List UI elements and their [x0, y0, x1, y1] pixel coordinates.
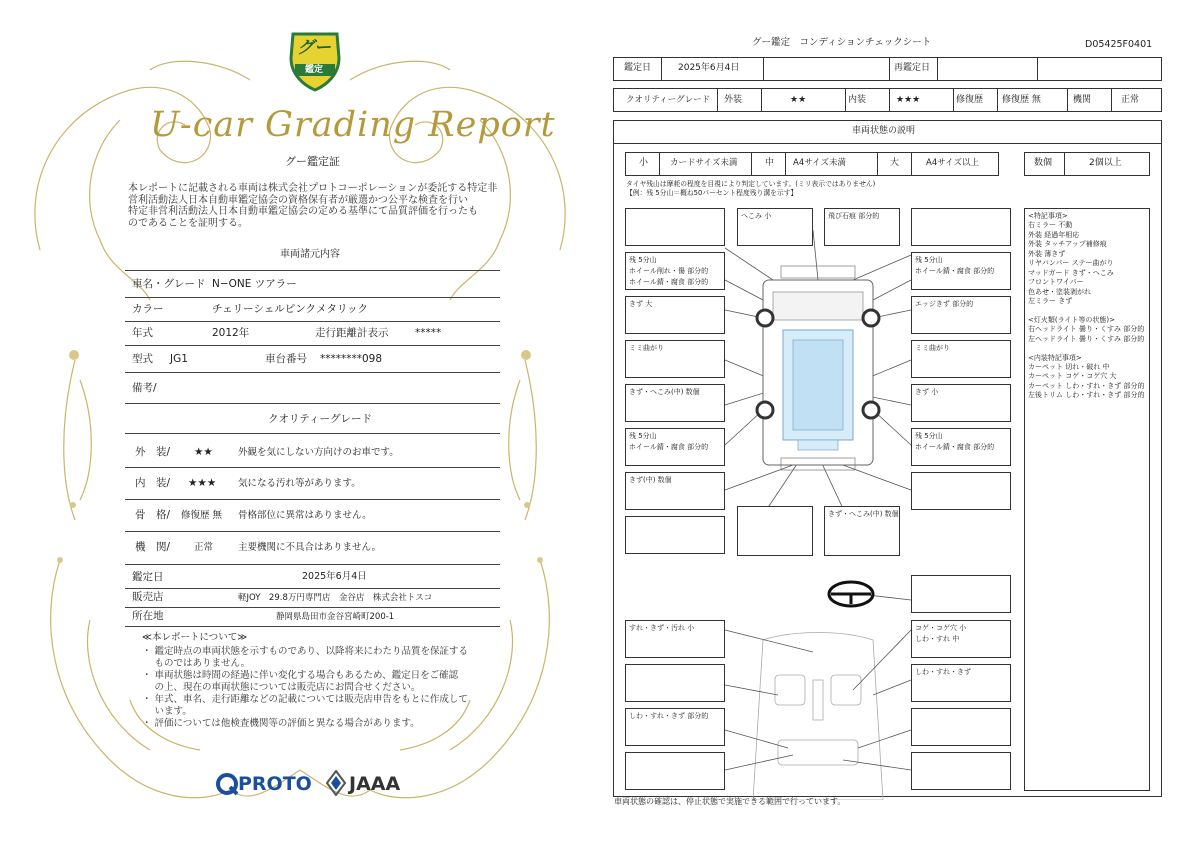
size-large-desc: A4サイズ以上: [926, 158, 980, 168]
box-interior-right-4: [911, 752, 1011, 790]
repair-label: 修復歴: [956, 95, 984, 105]
interior-desc: 気になる汚れ等があります。: [238, 478, 361, 489]
box-right-edge-scratch: [911, 296, 1011, 334]
date-value: 2025年6月4日: [678, 63, 740, 73]
jaaa-logo-text: JAAA: [349, 773, 401, 795]
size-mid-desc: A4サイズ未満: [793, 158, 847, 168]
box-text: ホイール錆・腐食 部分的: [915, 443, 995, 451]
size-small: 小: [639, 158, 649, 168]
frame-label: 骨 格/: [135, 509, 171, 521]
note-line: 右ヘッドライト 曇り・くすみ 部分的: [1028, 325, 1145, 334]
box-text: しわ・すれ 中: [915, 635, 960, 643]
goo-badge-logo: [287, 30, 343, 92]
note-line: <内装特記事項>: [1028, 353, 1082, 362]
steering-wheel-icon: [829, 582, 873, 606]
note-line: リヤバンパー ステー曲がり: [1028, 259, 1114, 268]
address-value: 静岡県島田市金谷宮崎町200-1: [276, 612, 395, 622]
note-line: カーペット しわ・すれ・きず 部分的: [1028, 381, 1145, 390]
box-left-scratch-dent: [625, 384, 725, 422]
box-text: エッジきず 部分的: [915, 300, 974, 308]
quality-grade-label: クオリティーグレード: [626, 95, 711, 105]
divider: [125, 626, 500, 627]
mileage-value: *****: [415, 327, 442, 339]
dealer-value: 軽JOY 29.8万円専門店 金谷店 株式会社トスコ: [238, 593, 433, 603]
interior-value: ★★★: [188, 477, 217, 489]
box-rear-left-tire: [625, 428, 725, 466]
about-line: の上、現在の車両状態については販売店にお問合せください。: [142, 682, 421, 693]
exterior-value: ★★: [194, 446, 213, 458]
note-line: <特記事項>: [1028, 212, 1068, 220]
color-label: カラー: [132, 303, 164, 315]
about-line: ・ 評価については他検査機関等の評価と異なる場合があります。: [142, 718, 420, 729]
box-text: コゲ・コゲ穴 小: [915, 624, 967, 632]
footer-note: 車両状態の確認は、停止状態で実施できる範囲で行っています。: [614, 797, 846, 806]
box-front-dent: [737, 208, 813, 246]
size-small-desc: カードサイズ未満: [670, 158, 738, 168]
quality-header: クオリティーグレード: [268, 413, 372, 425]
note-line: [1028, 306, 1146, 315]
exterior-label: 外装: [724, 95, 743, 105]
count-label: 数個: [1034, 158, 1053, 168]
about-line: ・ 車両状態は時間の経過に伴い変化する場合もあるため、鑑定日をご確認: [142, 670, 459, 681]
box-front-left-tire: [625, 252, 725, 290]
box-text: ミミ曲がり: [915, 344, 950, 352]
box-left-scratch-mid: [625, 472, 725, 510]
divider: [125, 433, 500, 434]
box-front-right-top: [911, 208, 1011, 246]
box-interior-seat: [911, 664, 1011, 702]
box-rear-left-bottom: [625, 516, 725, 554]
intro-paragraph: [128, 183, 497, 229]
box-interior-burn: [911, 620, 1011, 658]
divider: [613, 143, 1162, 144]
condition-title: 車両状態の説明: [852, 126, 916, 136]
name-grade-value: N−ONE ツアラー: [212, 278, 297, 290]
frame-desc: 骨格部位に異常はありません。: [238, 510, 372, 521]
box-text: しわ・すれ・きず 部分的: [629, 712, 709, 720]
box-text: ホイール錆・腐食 部分的: [629, 443, 709, 451]
note-line: 外装 薄きず: [1028, 249, 1066, 258]
exterior-value: ★★: [790, 95, 807, 105]
divider: [125, 564, 500, 565]
year-value: 2012年: [212, 327, 250, 339]
certificate-title: グー鑑定証: [285, 155, 340, 168]
note-line: <灯火類(ライト等の状態)>: [1028, 315, 1115, 324]
box-right-mimi: [911, 340, 1011, 378]
special-notes-panel: [1024, 208, 1150, 791]
box-text: ミミ曲がり: [629, 344, 664, 352]
note-line: 左後トリム しわ・すれ・きず 部分的: [1028, 391, 1145, 400]
sheet-title: グー鑑定 コンディションチェックシート: [752, 37, 932, 48]
color-value: チェリーシェルピンクメタリック: [212, 303, 369, 315]
interior-label: 内 装/: [135, 477, 171, 489]
box-text: きず 大: [629, 300, 653, 308]
exterior-desc: 外観を気にしない方向けのお車です。: [238, 447, 399, 458]
interior-label: 内装: [848, 95, 867, 105]
about-line: ・ 年式、車名、走行距離などの記載については販売店申告をもとに作成して: [142, 694, 468, 705]
remarks-label: 備考/: [132, 382, 157, 394]
mileage-label: 走行距離計表示: [315, 327, 389, 339]
box-rear-right-mid: [911, 472, 1011, 510]
size-mid: 中: [765, 158, 775, 168]
document-id: D05425F0401: [1085, 39, 1153, 50]
note-line: マッドガード きず・へこみ: [1028, 268, 1114, 277]
condition-check-sheet: [600, 0, 1200, 848]
specs-header: 車両諸元内容: [280, 249, 340, 260]
interior-value: ★★★: [896, 95, 921, 105]
box-text: 残 5分山: [629, 432, 657, 440]
box-interior-dash: [625, 620, 725, 658]
box-front-left-top: [625, 208, 725, 246]
cell: [938, 58, 1038, 80]
box-interior-floor: [625, 708, 725, 746]
box-text: きず(中) 数個: [629, 476, 672, 484]
report-title: U-car Grading Report: [150, 105, 556, 145]
box-right-scratch-small: [911, 384, 1011, 422]
intro-line: のであることを証明する。: [128, 217, 248, 229]
box-front-chip: [824, 208, 900, 246]
intro-line: 特定非営利活動法人日本自動車鑑定協会の定める基準にて品質評価を行ったも: [128, 206, 478, 217]
box-left-mimi: [625, 340, 725, 378]
box-rear-middle-left: [737, 506, 813, 556]
note-line: 外装 経過年相応: [1028, 230, 1080, 239]
about-title: ≪本レポートについて≫: [142, 632, 248, 643]
box-text: へこみ 小: [741, 212, 772, 220]
badge-top-text: グー: [297, 38, 331, 58]
note-line: 色あせ・塗装剥がれ: [1028, 287, 1091, 296]
count-desc: 2個以上: [1089, 158, 1122, 168]
about-line: ものではありません。: [142, 658, 251, 669]
address-label: 所在地: [132, 610, 164, 622]
divider: [125, 499, 500, 500]
box-text: 残 5分山: [915, 256, 943, 264]
date-label: 鑑定日: [624, 63, 652, 73]
dealer-label: 販売店: [132, 591, 164, 603]
year-label: 年式: [132, 327, 153, 339]
note-line: 左ミラー きず: [1028, 296, 1073, 305]
divider: [125, 467, 500, 468]
box-text: きず 小: [915, 388, 939, 396]
box-text: 残 5分山: [915, 432, 943, 440]
box-rear-right-tire: [911, 428, 1011, 466]
engine-label: 機関: [1073, 95, 1092, 105]
divider: [125, 531, 500, 532]
note-line: フロントワイパー: [1028, 278, 1084, 287]
box-rear-right-bottom: [911, 575, 1011, 613]
box-interior-left-4: [625, 752, 725, 790]
frame-value: 修復歴 無: [181, 510, 223, 521]
note-line: 左ヘッドライト 曇り・くすみ 部分的: [1028, 334, 1145, 343]
tire-note-2: 【例：残 5分山＝概ね50パーセント程度残り溝を示す】: [626, 189, 798, 197]
note-line: カーペット 切れ・破れ 中: [1028, 363, 1110, 371]
divider: [125, 588, 500, 589]
engine-desc: 主要機関に不具合はありません。: [238, 542, 382, 553]
intro-line: 営利活動法人日本自動車鑑定協会の資格保有者が厳選かつ公平な検査を行い: [128, 194, 468, 206]
box-interior-right-3: [911, 708, 1011, 746]
tire-note-1: タイヤ残山は摩耗の程度を目視により判定しています。(ミリ表示ではありません): [626, 180, 876, 188]
chassis-label: 車台番号: [265, 353, 307, 365]
cell: [764, 58, 890, 80]
divider: [125, 345, 500, 346]
divider: [125, 372, 500, 373]
about-line: ・ 鑑定時点の車両状態を示すものであり、以降将来にわたり品質を保証する: [142, 646, 469, 657]
engine-value: 正常: [194, 542, 214, 553]
inspection-date-value: 2025年6月4日: [302, 571, 367, 582]
box-text: ホイール削れ・傷 部分的: [629, 267, 709, 275]
exterior-label: 外 装/: [135, 446, 171, 458]
box-rear-scratch-dent: [824, 506, 900, 556]
engine-label: 機 関/: [135, 541, 171, 553]
chassis-value: ********098: [320, 353, 383, 365]
name-grade-label: 車名・グレード: [132, 278, 206, 290]
proto-logo-text: PROTO: [238, 773, 312, 795]
reinspect-label: 再鑑定日: [894, 63, 931, 73]
engine-value: 正常: [1121, 95, 1140, 105]
divider: [125, 297, 500, 298]
note-line: [1028, 344, 1146, 353]
box-text: ホイール錆・腐食 部分的: [629, 278, 709, 286]
divider: [125, 321, 500, 322]
badge-bottom-text: 鑑定: [305, 65, 324, 75]
divider: [125, 403, 500, 404]
box-text: きず・へこみ(中) 数個: [629, 388, 700, 396]
model-label: 型式: [132, 353, 153, 365]
about-line: います。: [142, 706, 192, 717]
box-interior-left-2: [625, 664, 725, 702]
box-front-right-tire: [911, 252, 1011, 290]
divider: [125, 607, 500, 608]
model-value: JG1: [170, 353, 188, 365]
box-text: 飛び石痕 部分的: [828, 212, 880, 220]
box-text: すれ・きず・汚れ 小: [629, 624, 695, 632]
inspection-date-label: 鑑定日: [132, 571, 164, 583]
note-line: 外装 タッチアップ補修痕: [1028, 240, 1107, 249]
repair-value: 修復歴 無: [1002, 95, 1041, 105]
divider: [125, 270, 500, 271]
box-text: しわ・すれ・きず: [915, 668, 971, 676]
note-line: 右ミラー 不動: [1028, 221, 1073, 230]
box-text: きず・へこみ(中) 数個: [828, 510, 899, 518]
box-text: ホイール錆・腐食 部分的: [915, 267, 995, 275]
about-list: [142, 646, 468, 730]
box-left-scratch-large: [625, 296, 725, 334]
intro-line: 本レポートに記載される車両は株式会社プロトコーポレーションが委託する特定非: [128, 183, 498, 194]
size-large: 大: [890, 158, 900, 168]
note-line: カーペット コゲ・コゲ穴 大: [1028, 372, 1117, 381]
box-text: 残 5分山: [629, 256, 657, 264]
